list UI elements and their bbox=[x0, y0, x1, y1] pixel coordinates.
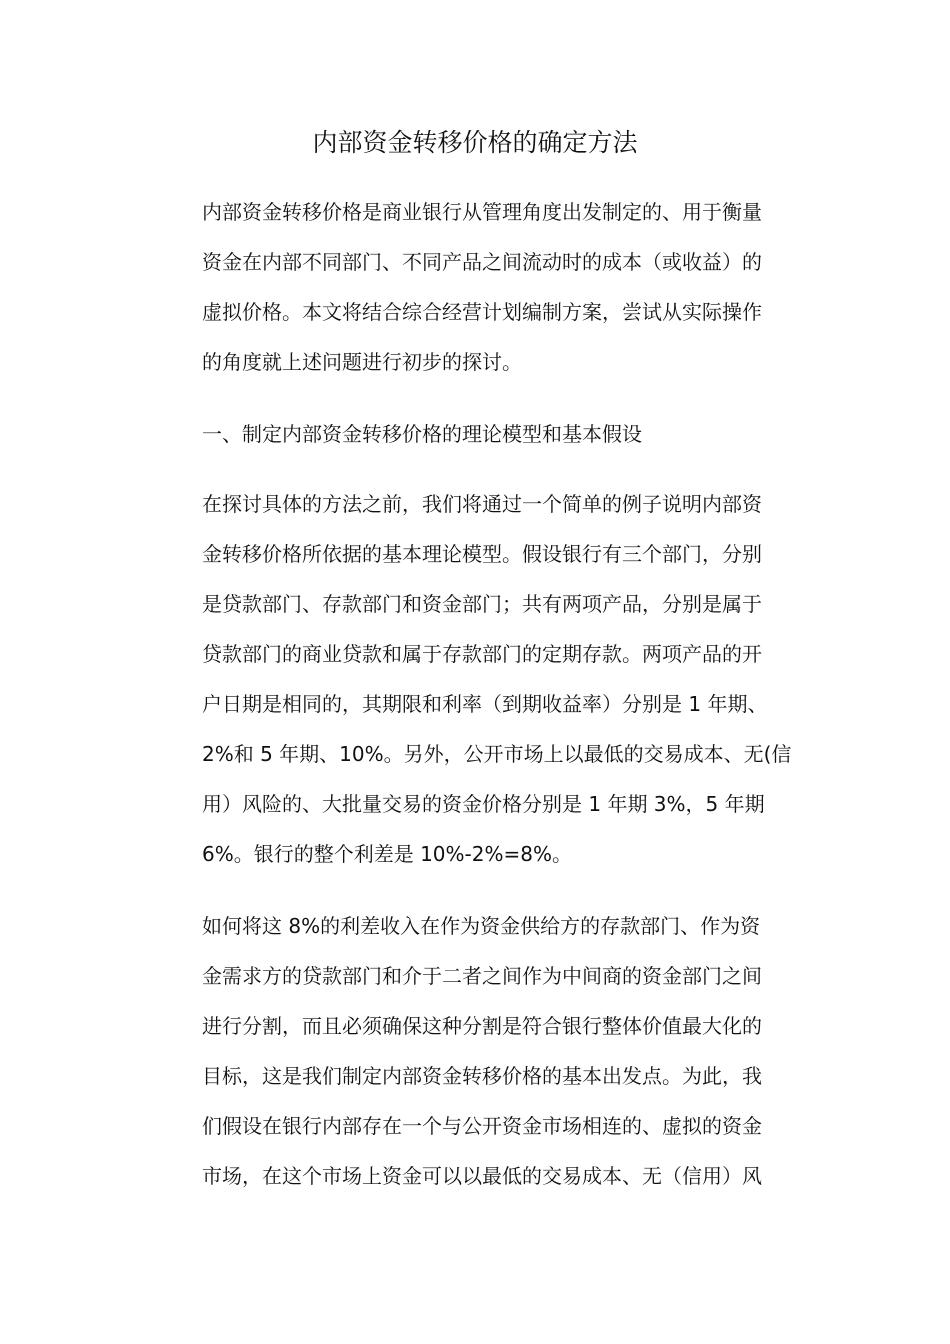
intro-line-2: 资金在内部不同部门、不同产品之间流动时的成本（或收益）的 bbox=[202, 250, 762, 274]
para1-line-3: 是贷款部门、存款部门和资金部门；共有两项产品，分别是属于 bbox=[202, 592, 762, 616]
para1-line-8: 6%。银行的整个利差是 10%-2%=8%。 bbox=[202, 842, 572, 866]
para2-line-5: 们假设在银行内部存在一个与公开资金市场相连的、虚拟的资金 bbox=[202, 1114, 762, 1138]
para1-line-7: 用）风险的、大批量交易的资金价格分别是 1 年期 3%，5 年期 bbox=[202, 792, 765, 816]
para1-line-6: 2%和 5 年期、10%。另外，公开市场上以最低的交易成本、无(信 bbox=[202, 742, 792, 766]
para2-line-3: 进行分割，而且必须确保这种分割是符合银行整体价值最大化的 bbox=[202, 1014, 762, 1038]
para1-line-4: 贷款部门的商业贷款和属于存款部门的定期存款。两项产品的开 bbox=[202, 642, 762, 666]
intro-line-3: 虚拟价格。本文将结合综合经营计划编制方案，尝试从实际操作 bbox=[202, 300, 762, 324]
intro-line-1: 内部资金转移价格是商业银行从管理角度出发制定的、用于衡量 bbox=[202, 200, 762, 224]
section-heading: 一、制定内部资金转移价格的理论模型和基本假设 bbox=[202, 422, 642, 446]
intro-line-4: 的角度就上述问题进行初步的探讨。 bbox=[202, 350, 522, 374]
para1-line-1: 在探讨具体的方法之前，我们将通过一个简单的例子说明内部资 bbox=[202, 492, 762, 516]
para2-line-6: 市场，在这个市场上资金可以以最低的交易成本、无（信用）风 bbox=[202, 1164, 762, 1188]
para2-line-4: 目标，这是我们制定内部资金转移价格的基本出发点。为此，我 bbox=[202, 1064, 762, 1088]
para1-line-5: 户日期是相同的，其期限和利率（到期收益率）分别是 1 年期、 bbox=[202, 692, 768, 716]
para2-line-1: 如何将这 8%的利差收入在作为资金供给方的存款部门、作为资 bbox=[202, 914, 761, 938]
para1-line-2: 金转移价格所依据的基本理论模型。假设银行有三个部门，分别 bbox=[202, 542, 762, 566]
para2-line-2: 金需求方的贷款部门和介于二者之间作为中间商的资金部门之间 bbox=[202, 964, 762, 988]
document-title: 内部资金转移价格的确定方法 bbox=[312, 128, 638, 157]
